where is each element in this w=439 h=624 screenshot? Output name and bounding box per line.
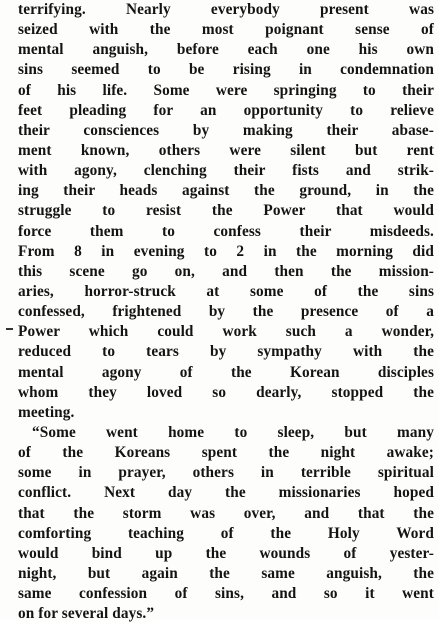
text-line: aries, horror-struck at some of the sins (18, 282, 434, 300)
text-line: ment known, others were silent but rent (18, 141, 434, 159)
text-line: on for several days.” (18, 605, 155, 623)
text-line: feet pleading for an opportunity to relieve (18, 101, 434, 119)
text-line: same confession of sins, and so it went (18, 585, 434, 603)
text-line: confessed, frightened by the presence of a (18, 303, 434, 321)
text-line: would bind up the wounds of yester- (18, 544, 434, 562)
text-line: seized with the most poignant sense of (18, 21, 434, 39)
text-line: “Some went home to sleep, but many (32, 423, 434, 441)
text-line: of the Koreans spent the night awake; (18, 444, 434, 462)
text-line: Power which could work such a wonder, (18, 323, 434, 341)
paragraph-1 (18, 0, 434, 423)
text-line: comforting teaching of the Holy Word (18, 524, 434, 542)
text-line: ing their heads against the ground, in the (18, 182, 434, 200)
text-line: of his life. Some were springing to their (18, 81, 434, 99)
text-line: sins seemed to be rising in condemnation (18, 61, 434, 79)
text-line: meeting. (18, 403, 75, 421)
article-text (18, 0, 434, 624)
text-line: struggle to resist the Power that would (18, 202, 434, 220)
text-line: whom they loved so dearly, stopped the (18, 383, 434, 401)
text-line: some in prayer, others in terrible spiritual (18, 464, 434, 482)
text-line: their consciences by making their abase- (18, 121, 434, 139)
text-line: that the storm was over, and that the (18, 504, 434, 522)
text-line: with agony, clenching their fists and strik- (18, 162, 434, 180)
text-line: reduced to tears by sympathy with the (18, 343, 434, 361)
text-line: terrifying. Nearly everybody present was (18, 1, 434, 18)
text-line: force them to confess their misdeeds. (18, 222, 434, 240)
margin-dash-mark (6, 328, 13, 330)
text-line: From 8 in evening to 2 in the morning did (18, 242, 434, 260)
text-line: conflict. Next day the missionaries hoped (18, 484, 434, 502)
text-line: this scene go on, and then the mission- (18, 262, 434, 280)
text-line: mental agony of the Korean disciples (18, 363, 434, 381)
text-line: mental anguish, before each one his own (18, 41, 434, 59)
paragraph-2 (18, 423, 434, 624)
text-line: night, but again the same anguish, the (18, 564, 434, 582)
